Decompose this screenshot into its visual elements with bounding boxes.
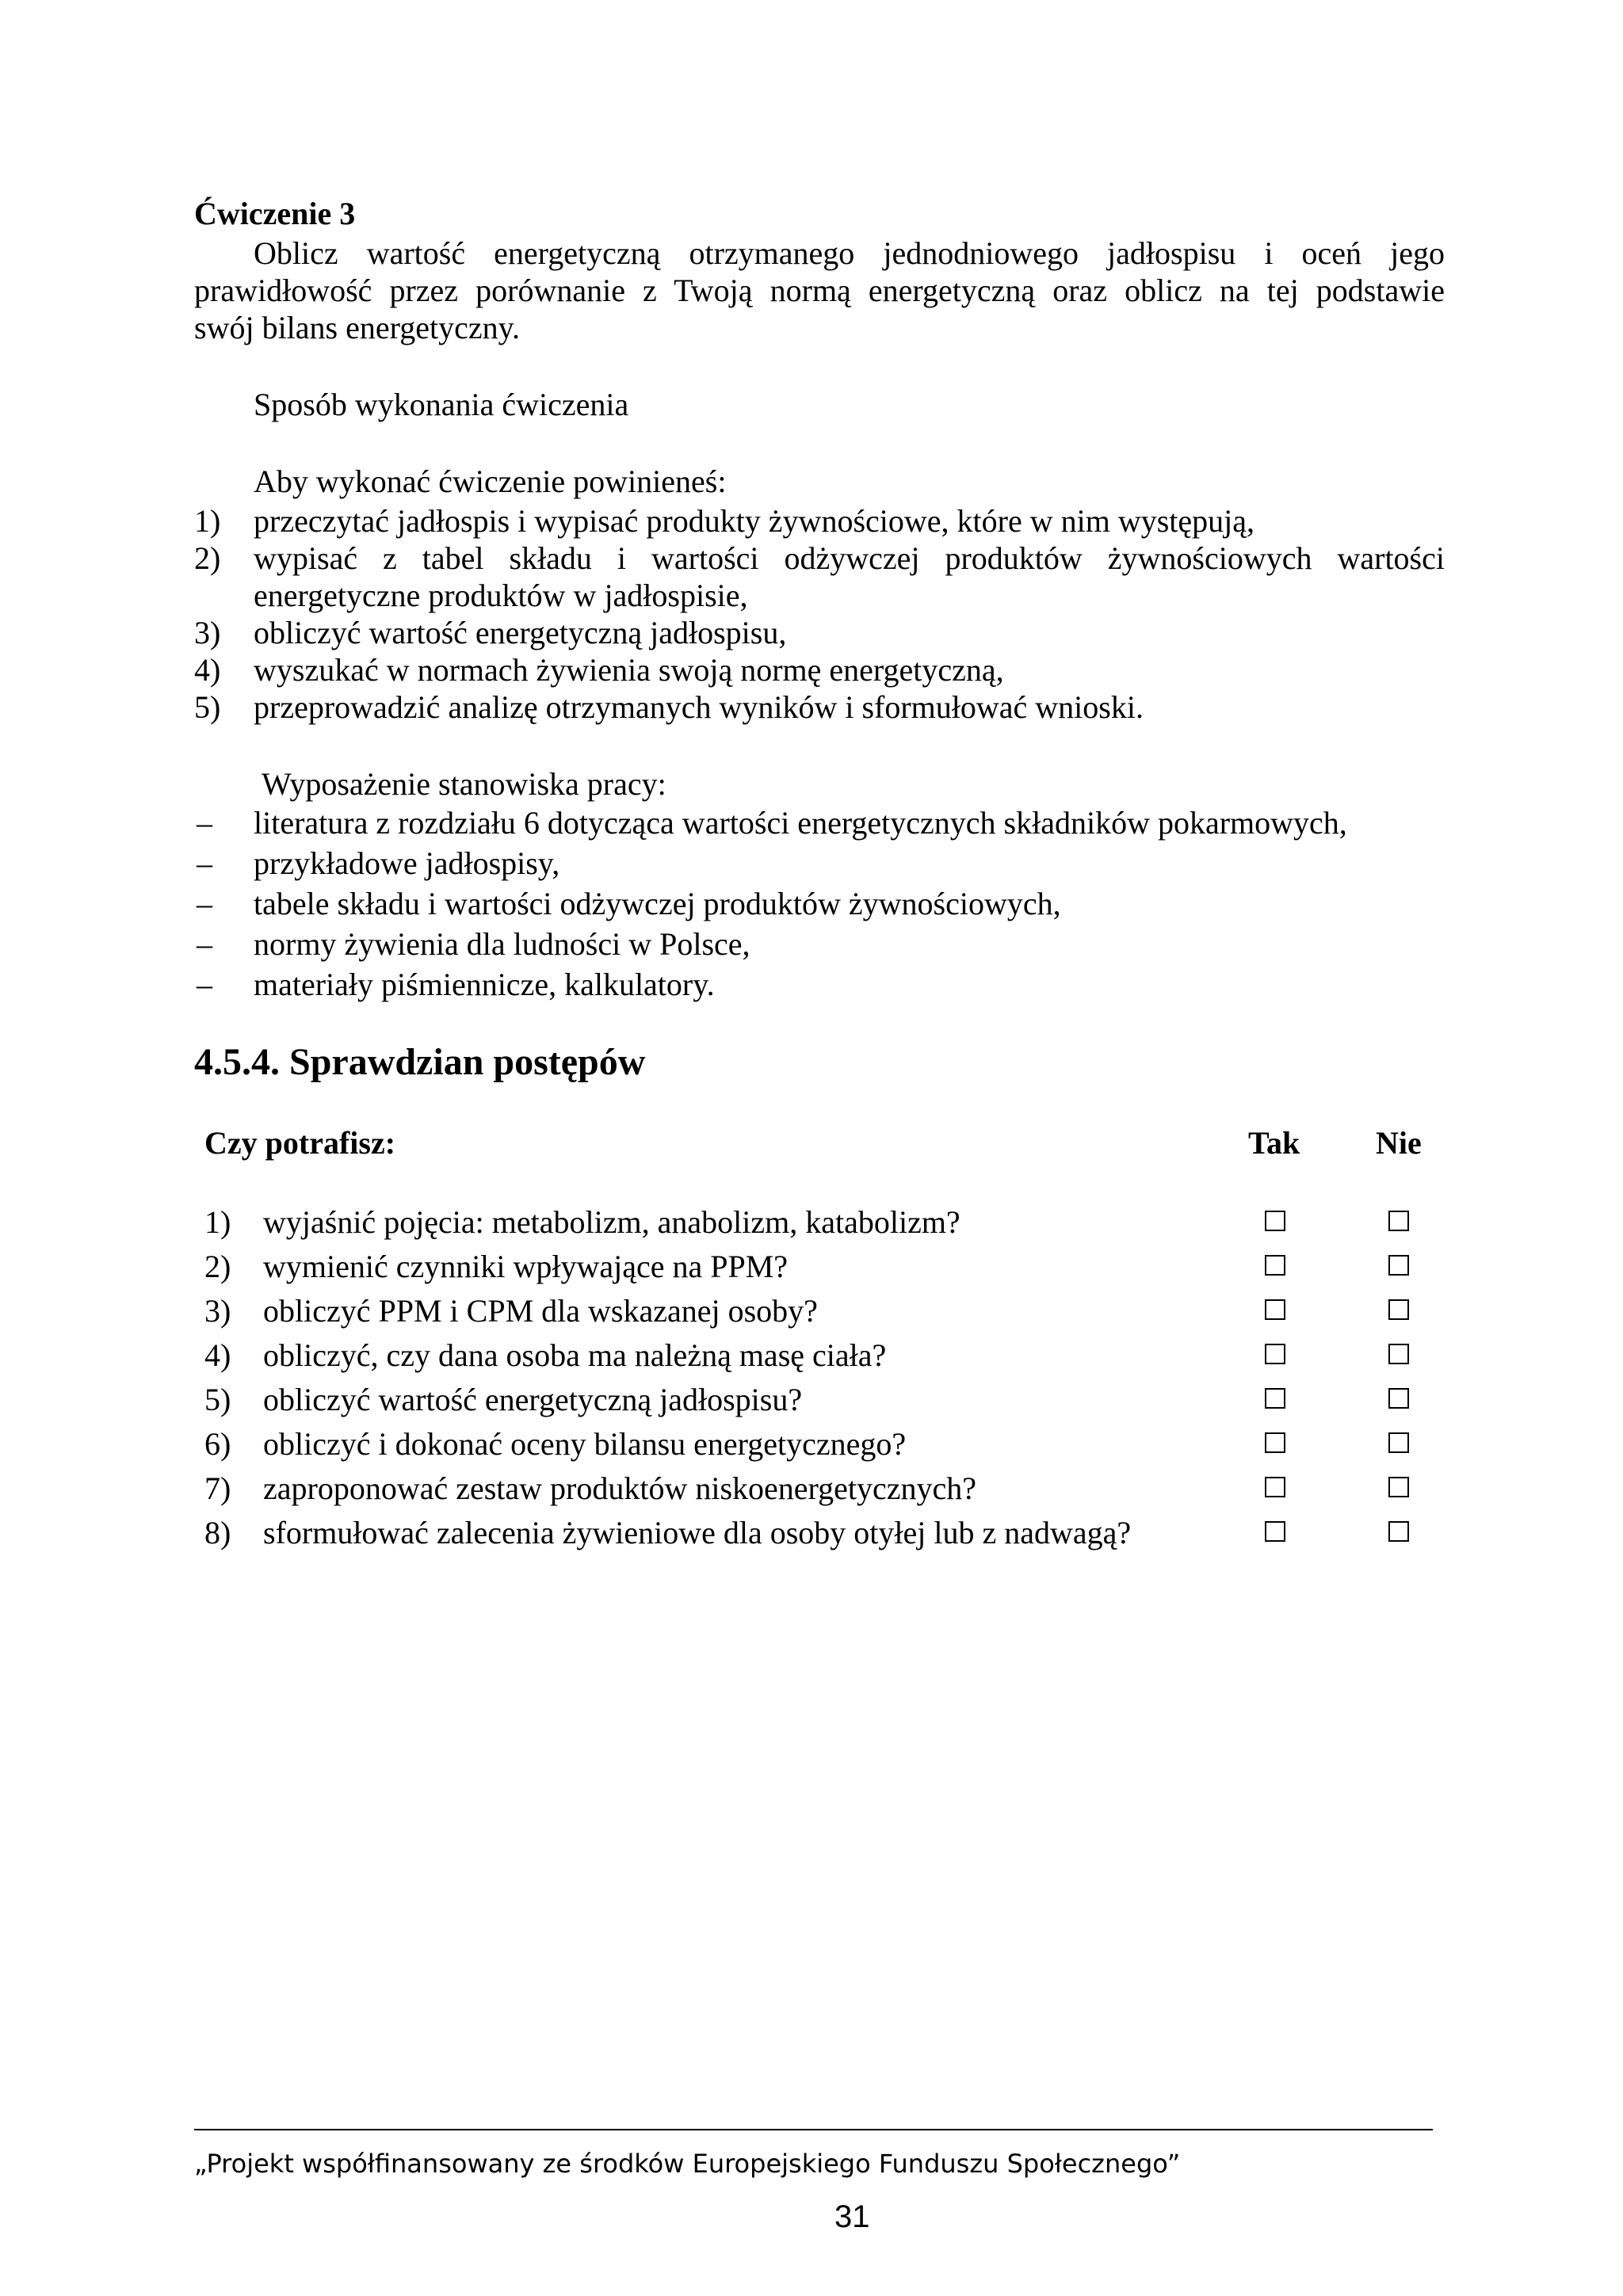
bullet-dash: –: [197, 967, 212, 1002]
checkbox-yes[interactable]: [1265, 1211, 1285, 1231]
checklist-number: 1): [204, 1204, 231, 1240]
checkbox-yes[interactable]: [1265, 1432, 1285, 1453]
checkbox-yes[interactable]: [1265, 1521, 1285, 1542]
step-number: 5): [194, 689, 221, 725]
checklist-question: obliczyć, czy dana osoba ma należną masę ciała?: [263, 1337, 887, 1373]
method-heading: Sposób wykonania ćwiczenia: [254, 387, 629, 422]
checkbox-yes[interactable]: [1265, 1255, 1285, 1276]
bullet-dash: –: [197, 886, 212, 921]
checklist-number: 7): [204, 1470, 231, 1506]
checklist-question: wymienić czynniki wpływające na PPM?: [263, 1249, 789, 1284]
page-number: 31: [834, 2199, 870, 2234]
step-text: przeprowadzić analizę otrzymanych wyników i sformułować wnioski.: [254, 689, 1144, 725]
equipment-heading: Wyposażenie stanowiska pracy:: [262, 766, 666, 802]
checkbox-no[interactable]: [1388, 1477, 1409, 1497]
checkbox-yes[interactable]: [1265, 1388, 1285, 1409]
exercise-intro-line-3: swój bilans energetyczny.: [194, 310, 520, 345]
checklist-number: 3): [204, 1293, 231, 1329]
checklist-question: sformułować zalecenia żywieniowe dla osoby otyłej lub z nadwagą?: [263, 1515, 1132, 1550]
checklist-col-no: Nie: [1376, 1125, 1422, 1161]
exercise-title: Ćwiczenie 3: [194, 196, 356, 231]
equipment-item: przykładowe jadłospisy,: [254, 845, 560, 881]
equipment-item: tabele składu i wartości odżywczej produktów żywnościowych,: [254, 886, 1061, 921]
checklist-question: zaproponować zestaw produktów niskoenergetycznych?: [263, 1470, 977, 1506]
step-number: 4): [194, 652, 221, 688]
equipment-item: literatura z rozdziału 6 dotycząca wartości energetycznych składników pokarmowych,: [254, 805, 1347, 841]
checklist-question: wyjaśnić pojęcia: metabolizm, anabolizm, katabolizm?: [263, 1204, 960, 1240]
checklist-question: obliczyć i dokonać oceny bilansu energetycznego?: [263, 1426, 907, 1462]
checkbox-yes[interactable]: [1265, 1344, 1285, 1364]
checkbox-yes[interactable]: [1265, 1299, 1285, 1320]
checkbox-no[interactable]: [1388, 1344, 1409, 1364]
step-number: 1): [194, 503, 221, 539]
step-number: 3): [194, 615, 221, 650]
step-text: wyszukać w normach żywienia swoją normę energetyczną,: [254, 652, 1004, 688]
checklist-question-header: Czy potrafisz:: [204, 1125, 396, 1161]
steps-intro: Aby wykonać ćwiczenie powinieneś:: [254, 463, 727, 499]
footer-rule: [194, 2129, 1433, 2130]
checkbox-no[interactable]: [1388, 1255, 1409, 1276]
checkbox-yes[interactable]: [1265, 1477, 1285, 1497]
step-text-continued: energetyczne produktów w jadłospisie,: [254, 578, 748, 613]
bullet-dash: –: [197, 805, 212, 841]
equipment-item: normy żywienia dla ludności w Polsce,: [254, 926, 750, 962]
checklist-number: 6): [204, 1426, 231, 1462]
checklist-question: obliczyć PPM i CPM dla wskazanej osoby?: [263, 1293, 818, 1329]
checkbox-no[interactable]: [1388, 1388, 1409, 1409]
exercise-intro-line-2: prawidłowość przez porównanie z Twoją normą energetyczną oraz oblicz na tej podstawie: [194, 273, 1445, 308]
checklist-col-yes: Tak: [1248, 1125, 1300, 1161]
checklist-number: 5): [204, 1382, 231, 1417]
equipment-item: materiały piśmiennicze, kalkulatory.: [254, 967, 715, 1002]
step-text: wypisać z tabel składu i wartości odżywczej produktów żywnościowych wartości: [254, 540, 1445, 576]
checklist-number: 4): [204, 1337, 231, 1373]
section-title: 4.5.4. Sprawdzian postępów: [194, 1041, 646, 1083]
exercise-intro-line-1: Oblicz wartość energetyczną otrzymanego jednodniowego jadłospisu i oceń jego: [254, 235, 1445, 271]
step-text: obliczyć wartość energetyczną jadłospisu,: [254, 615, 787, 650]
checkbox-no[interactable]: [1388, 1211, 1409, 1231]
checklist-question: obliczyć wartość energetyczną jadłospisu?: [263, 1382, 803, 1417]
bullet-dash: –: [197, 845, 212, 881]
footer-project-note: „Projekt współfinansowany ze środków Europejskiego Funduszu Społecznego”: [194, 2149, 1181, 2179]
checklist-number: 8): [204, 1515, 231, 1550]
bullet-dash: –: [197, 926, 212, 962]
checkbox-no[interactable]: [1388, 1521, 1409, 1542]
checkbox-no[interactable]: [1388, 1299, 1409, 1320]
checklist-number: 2): [204, 1249, 231, 1284]
checkbox-no[interactable]: [1388, 1432, 1409, 1453]
step-text: przeczytać jadłospis i wypisać produkty żywnościowe, które w nim występują,: [254, 503, 1255, 539]
step-number: 2): [194, 540, 221, 576]
